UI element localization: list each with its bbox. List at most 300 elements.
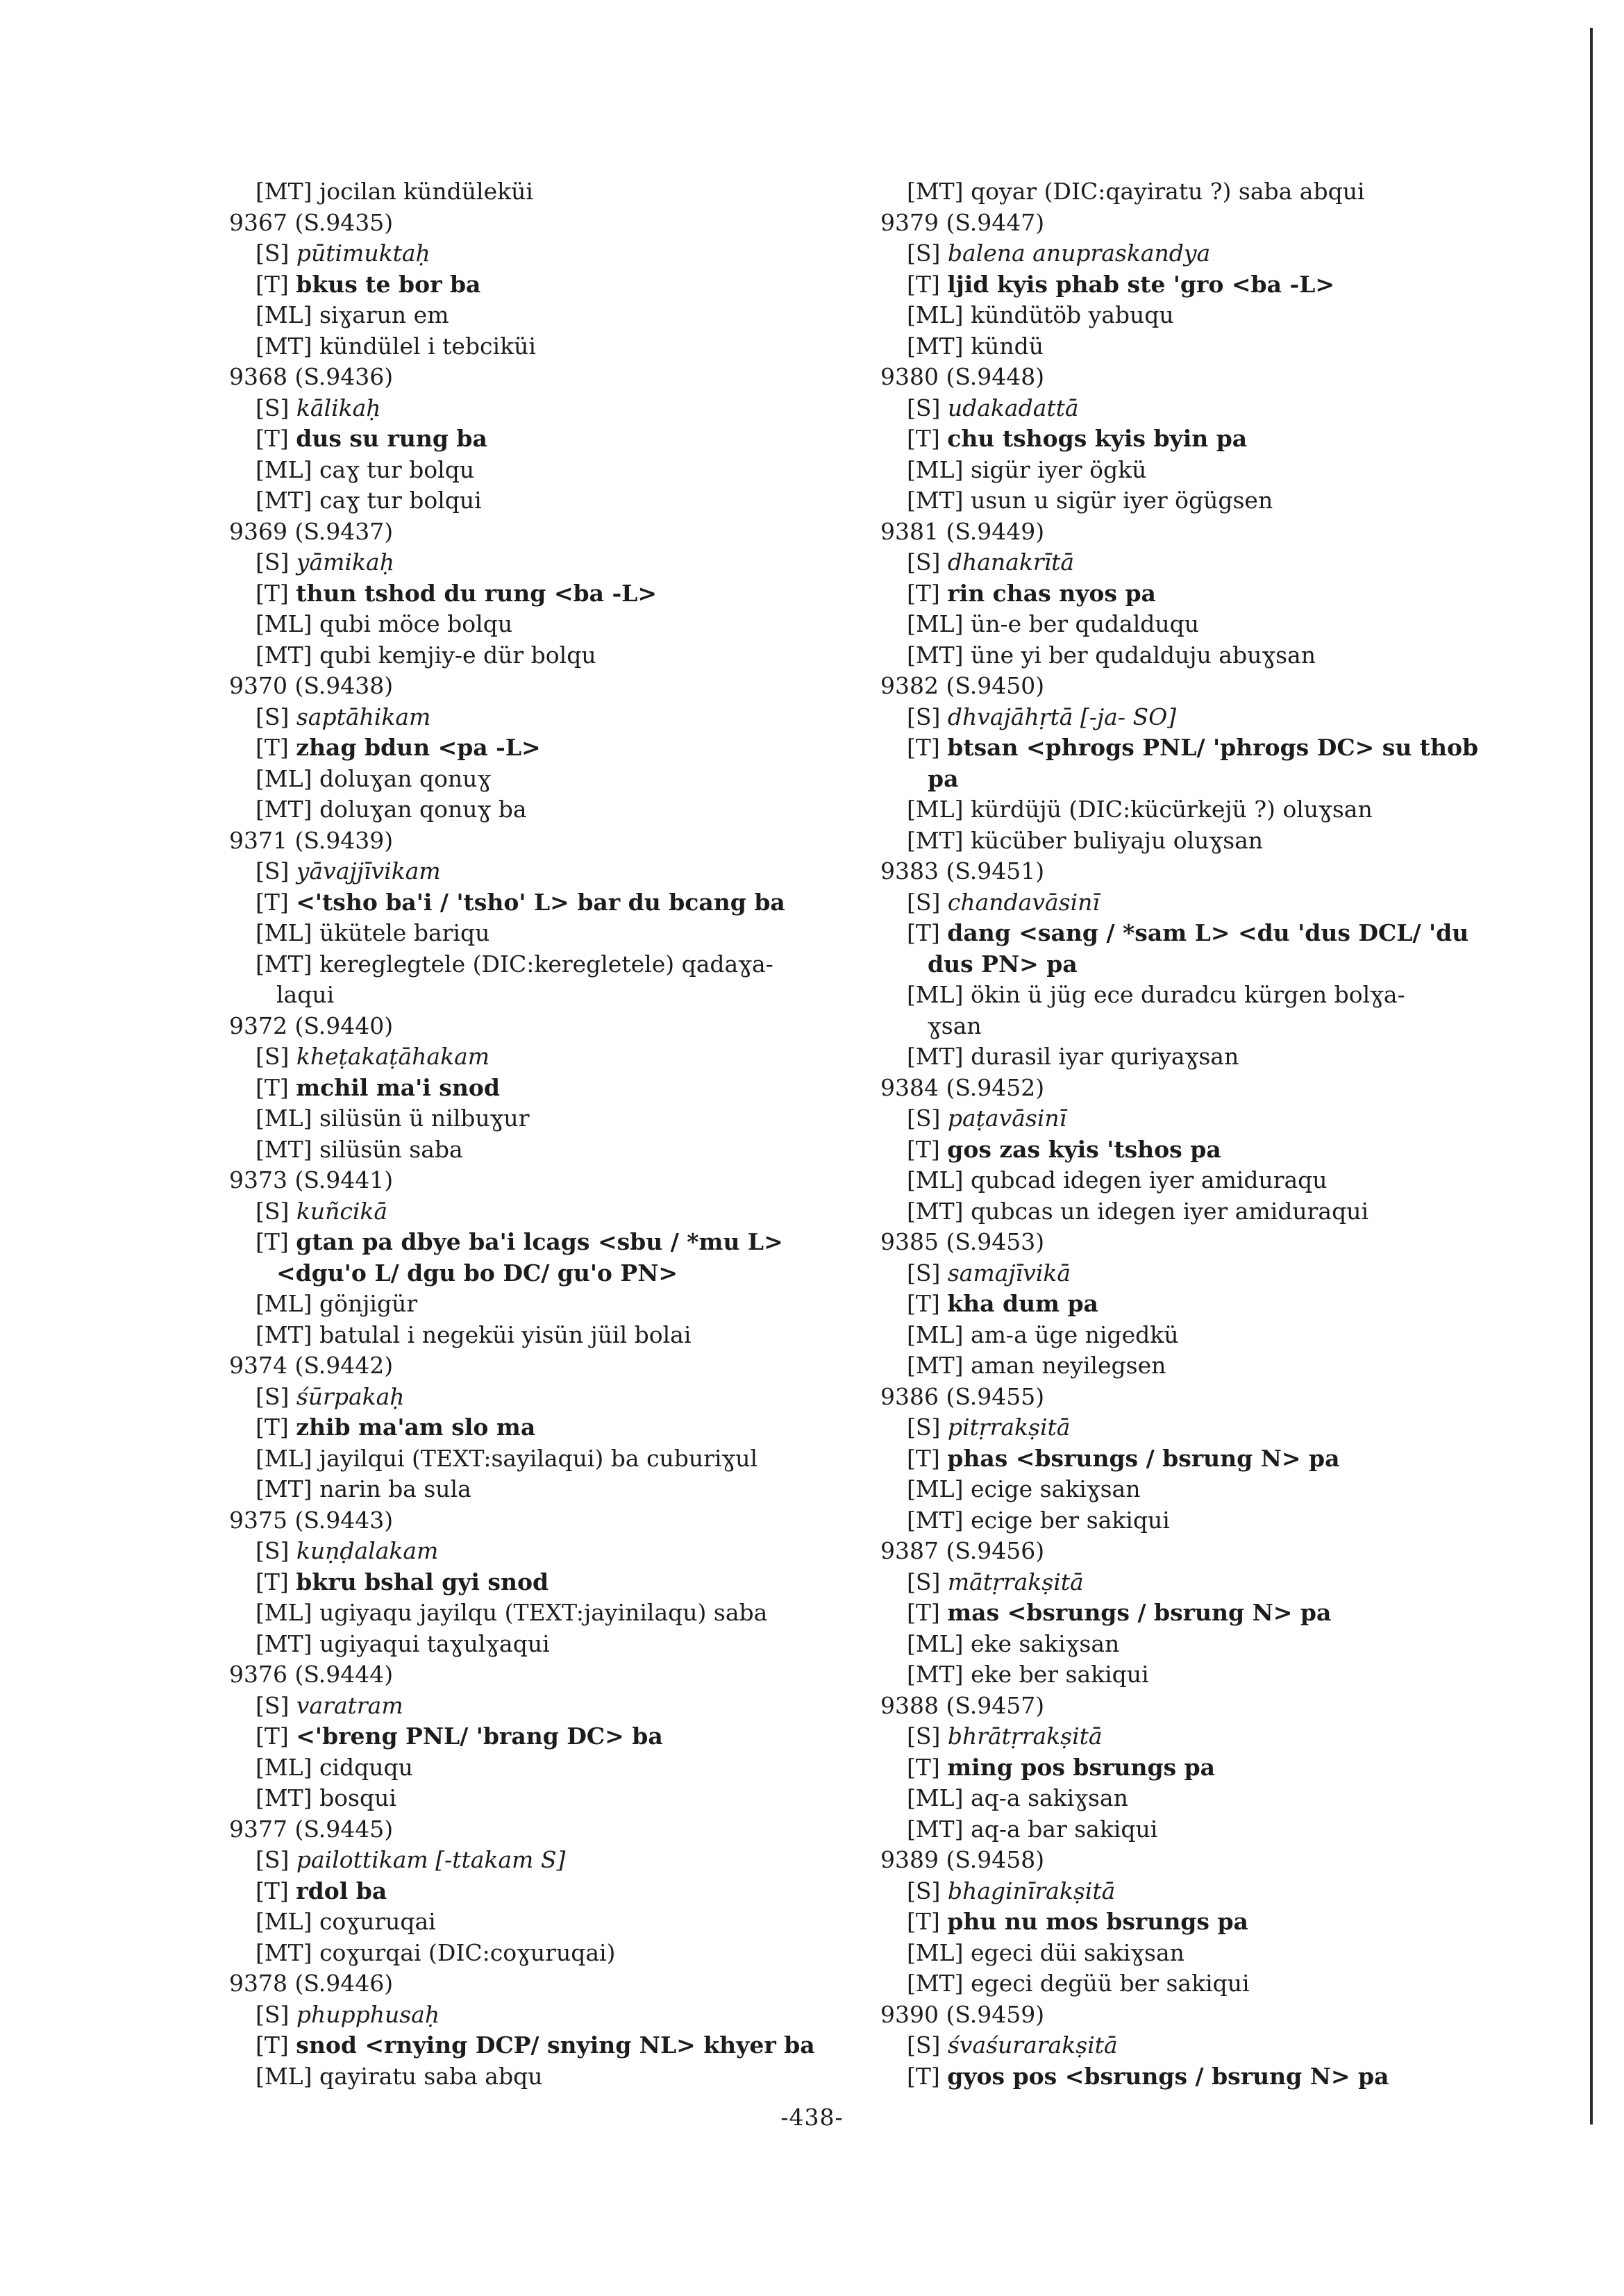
field-text: kündülel i tebciküi: [319, 332, 536, 360]
field-text: laqui: [276, 981, 335, 1008]
field-tag: [ML]: [907, 1321, 964, 1348]
page-edge-rule: [1590, 28, 1593, 2125]
field-tag: [T]: [256, 1568, 289, 1595]
entry-line: [229, 794, 861, 826]
field-tag: [MT]: [256, 178, 312, 205]
entry-number: 9370 (S.9438): [229, 672, 394, 699]
field-tag: [S]: [907, 1105, 941, 1132]
entry-line: [880, 578, 1509, 610]
entry-number: 9371 (S.9439): [229, 826, 394, 854]
entry-line: [229, 2000, 861, 2031]
field-tag: [MT]: [256, 1475, 312, 1502]
field-text: am-a üge nigedkü: [970, 1321, 1179, 1348]
field-text: caɣ tur bolqu: [319, 455, 475, 483]
entry-line: [229, 1721, 861, 1752]
field-text: aq-a bar sakiqui: [971, 1815, 1158, 1843]
entry-line: [880, 238, 1509, 269]
field-text: kündütöb yabuqu: [970, 301, 1174, 328]
field-text: qubcad idegen iyer amiduraqu: [970, 1166, 1328, 1193]
field-tag: [ML]: [907, 1938, 964, 1966]
field-text: yāmikaḥ: [296, 548, 394, 576]
entry-line: [229, 1567, 861, 1598]
field-tag: [MT]: [907, 1043, 964, 1070]
entry-line: [880, 1443, 1509, 1475]
field-text: dus PN> pa: [928, 950, 1078, 978]
entry-number: 9383 (S.9451): [880, 857, 1045, 885]
field-text: qubi kemjiy-e dür bolqu: [319, 641, 596, 669]
field-tag: [T]: [907, 1599, 940, 1626]
entry-number: 9380 (S.9448): [880, 363, 1045, 390]
field-tag: [ML]: [907, 610, 964, 637]
field-text: sigür iyer ögkü: [970, 455, 1147, 483]
field-text: phas <bsrungs / bsrung N> pa: [947, 1444, 1340, 1472]
entry-line: [880, 1752, 1509, 1784]
field-text: kheṭakaṭāhakam: [296, 1043, 490, 1070]
field-text: balena anupraskandya: [947, 240, 1211, 267]
field-tag: [T]: [907, 1135, 940, 1163]
entry-continuation: [880, 764, 1509, 795]
field-tag: [ML]: [256, 2062, 312, 2090]
entry-line: [229, 300, 861, 331]
field-tag: [MT]: [256, 487, 312, 514]
field-tag: [T]: [907, 734, 940, 761]
entry-number: 9376 (S.9444): [229, 1661, 394, 1688]
right-column: [880, 176, 1509, 2092]
entry-line: [880, 2030, 1509, 2061]
entry-number: 9372 (S.9440): [229, 1012, 394, 1039]
field-text: dus su rung ba: [296, 425, 487, 452]
field-tag: [T]: [907, 1753, 940, 1781]
entry-number: 9374 (S.9442): [229, 1352, 394, 1379]
field-text: siɣarun em: [319, 301, 449, 328]
field-text: qubi möce bolqu: [319, 610, 513, 637]
field-text: ün-e ber qudalduqu: [970, 610, 1200, 637]
field-tag: [T]: [256, 425, 289, 452]
entry-line: [880, 1289, 1509, 1320]
field-tag: [S]: [907, 1723, 941, 1750]
entry-line: [229, 547, 861, 578]
entry-number: 9390 (S.9459): [880, 2000, 1045, 2028]
field-text: qoyar (DIC:qayiratu ?) saba abqui: [971, 178, 1365, 205]
entry-line: [229, 485, 861, 517]
field-tag: [ML]: [256, 1105, 312, 1132]
field-text: egeci düi sakiɣsan: [970, 1938, 1184, 1966]
entry-number: 9382 (S.9450): [880, 672, 1045, 699]
field-tag: [MT]: [256, 1784, 312, 1811]
field-text: cidququ: [319, 1753, 413, 1781]
field-text: gyos pos <bsrungs / bsrung N> pa: [947, 2062, 1389, 2090]
entry-line: [229, 1103, 861, 1134]
left-column: [229, 176, 861, 2092]
entry-line: [880, 1258, 1509, 1289]
entry-line: [229, 1876, 861, 1907]
entry-number: 9388 (S.9457): [880, 1691, 1045, 1719]
field-tag: [ML]: [256, 1753, 312, 1781]
field-text: coɣurqai (DIC:coɣuruqai): [319, 1938, 616, 1966]
entry-line: [229, 1073, 861, 1104]
entry-line: [229, 1629, 861, 1660]
entry-line: [229, 1752, 861, 1784]
field-text: durasil iyar quriyaɣsan: [971, 1043, 1239, 1070]
field-tag: [MT]: [907, 178, 964, 205]
field-text: doluɣan qonuɣ: [319, 764, 492, 792]
entry-line: [880, 609, 1509, 640]
entry-number: 9375 (S.9443): [229, 1506, 394, 1534]
entry-line: [880, 1165, 1509, 1196]
entry-line: [229, 1320, 861, 1351]
field-text: yāvajjīvikam: [296, 857, 441, 885]
entry-line: [880, 269, 1509, 301]
entry-line: [229, 1382, 861, 1413]
field-tag: [ML]: [907, 796, 964, 823]
entry-line: [880, 485, 1509, 517]
entry-line: [880, 331, 1509, 362]
field-text: dang <sang / *sam L> <du 'dus DCL/ 'du: [947, 919, 1469, 946]
field-text: ugiyaqu jayilqu (TEXT:jayinilaqu) saba: [319, 1599, 768, 1626]
entry-line: [880, 918, 1509, 949]
entry-line: [229, 176, 861, 208]
field-text: pitṛrakṣitā: [947, 1414, 1071, 1441]
field-tag: [ML]: [256, 1908, 312, 1935]
entry-number: 9386 (S.9455): [880, 1382, 1045, 1410]
entry-number: 9379 (S.9447): [880, 208, 1045, 236]
field-text: udakadattā: [947, 394, 1079, 421]
field-tag: [T]: [256, 1723, 289, 1750]
entry-line: [880, 455, 1509, 486]
entry-line: [229, 424, 861, 455]
field-tag: [S]: [907, 2031, 941, 2059]
field-text: gönjigür: [319, 1290, 418, 1317]
field-tag: [S]: [907, 240, 941, 267]
field-text: coɣuruqai: [319, 1908, 436, 1935]
field-text: <'breng PNL/ 'brang DC> ba: [296, 1723, 663, 1750]
entry-line: [880, 1876, 1509, 1907]
field-text: doluɣan qonuɣ ba: [319, 796, 527, 823]
field-tag: [MT]: [256, 1135, 312, 1163]
field-text: thun tshod du rung <ba -L>: [296, 579, 657, 607]
entry-line: [229, 1783, 861, 1814]
field-text: btsan <phrogs PNL/ 'phrogs DC> su thob: [947, 734, 1479, 761]
field-text: dhvajāhṛtā [-ja- SO]: [947, 703, 1177, 730]
entry-line: [229, 640, 861, 671]
entry-line: [229, 1907, 861, 1938]
entry-line: [880, 2061, 1509, 2093]
field-tag: [T]: [907, 1290, 940, 1317]
field-tag: [ML]: [907, 1166, 964, 1193]
field-tag: [ML]: [256, 1290, 312, 1317]
field-text: zhag bdun <pa -L>: [296, 734, 541, 761]
field-text: bhaginīrakṣitā: [947, 1877, 1116, 1904]
field-text: bosqui: [319, 1784, 396, 1811]
entry-line: [229, 1412, 861, 1443]
entry-line: [880, 176, 1509, 208]
entry-line: [229, 856, 861, 887]
entry-line: [229, 1196, 861, 1227]
field-text: aq-a sakiɣsan: [970, 1784, 1128, 1811]
entry-line: [229, 609, 861, 640]
field-tag: [MT]: [907, 1970, 964, 1997]
field-tag: [S]: [907, 1414, 941, 1441]
field-tag: [MT]: [907, 1352, 964, 1379]
entry-line: [880, 1412, 1509, 1443]
field-text: <dgu'o L/ dgu bo DC/ gu'o PN>: [276, 1259, 678, 1287]
entry-line: [229, 1227, 861, 1258]
field-tag: [ML]: [256, 764, 312, 792]
field-tag: [S]: [256, 2000, 290, 2028]
field-tag: [T]: [256, 1073, 289, 1101]
field-text: kündü: [971, 332, 1044, 360]
field-tag: [S]: [256, 240, 290, 267]
field-text: aman neyilegsen: [971, 1352, 1166, 1379]
field-text: saptāhikam: [296, 703, 431, 730]
field-text: gos zas kyis 'tshos pa: [947, 1135, 1221, 1163]
field-text: eke ber sakiqui: [971, 1661, 1149, 1688]
entry-line: [229, 238, 861, 269]
entry-line: [880, 1814, 1509, 1845]
entry-number: 9368 (S.9436): [229, 363, 394, 390]
field-text: caɣ tur bolqui: [319, 487, 482, 514]
field-tag: [S]: [907, 888, 941, 916]
field-tag: [ML]: [907, 301, 964, 328]
field-tag: [MT]: [907, 1815, 964, 1843]
field-text: ecige sakiɣsan: [970, 1475, 1141, 1502]
field-tag: [T]: [256, 1877, 289, 1904]
entry-line: [229, 1536, 861, 1567]
field-text: ökin ü jüg ece duradcu kürgen bolɣa-: [970, 981, 1405, 1008]
field-text: ljid kyis phab ste 'gro <ba -L>: [947, 270, 1335, 298]
field-tag: [ML]: [256, 301, 312, 328]
entry-line: [229, 949, 861, 980]
entry-continuation: [880, 949, 1509, 980]
field-tag: [T]: [256, 888, 289, 916]
field-text: śvaśurarakṣitā: [947, 2031, 1118, 2059]
field-text: samajīvikā: [947, 1259, 1071, 1287]
field-text: egeci degüü ber sakiqui: [971, 1970, 1250, 1997]
field-tag: [MT]: [907, 487, 964, 514]
field-text: rdol ba: [296, 1877, 387, 1904]
field-text: mātṛrakṣitā: [947, 1568, 1084, 1595]
entry-line: [229, 1041, 861, 1073]
page-number: -438-: [780, 2104, 844, 2131]
entry-line: [880, 702, 1509, 733]
field-text: <'tsho ba'i / 'tsho' L> bar du bcang ba: [296, 888, 785, 916]
entry-line: [880, 1598, 1509, 1629]
entry-line: [229, 1474, 861, 1505]
field-tag: [T]: [256, 734, 289, 761]
entry-line: [880, 424, 1509, 455]
field-tag: [MT]: [907, 332, 964, 360]
field-text: jayilqui (TEXT:sayilaqui) ba cuburiɣul: [319, 1444, 758, 1472]
field-tag: [T]: [907, 1908, 940, 1935]
field-text: dhanakrītā: [947, 548, 1075, 576]
field-text: chu tshogs kyis byin pa: [947, 425, 1248, 452]
field-text: pūtimuktaḥ: [296, 240, 430, 267]
field-tag: [MT]: [256, 332, 312, 360]
field-text: gtan pa dbye ba'i lcags <sbu / *mu L>: [296, 1228, 783, 1255]
field-text: pailottikam [-ttakam S]: [296, 1846, 566, 1873]
field-text: ugiyaqui taɣulɣaqui: [319, 1629, 550, 1657]
entry-continuation: [880, 1011, 1509, 1042]
field-tag: [ML]: [256, 610, 312, 637]
field-tag: [S]: [256, 1691, 290, 1719]
entry-line: [229, 2061, 861, 2093]
field-text: silüsün saba: [319, 1135, 463, 1163]
field-tag: [MT]: [907, 1661, 964, 1688]
entry-line: [880, 547, 1509, 578]
field-tag: [S]: [907, 548, 941, 576]
entry-line: [880, 1196, 1509, 1227]
field-tag: [ML]: [907, 1784, 964, 1811]
entry-line: [229, 1443, 861, 1475]
field-text: bkru bshal gyi snod: [296, 1568, 549, 1595]
field-text: narin ba sula: [319, 1475, 471, 1502]
entry-line: [229, 1691, 861, 1722]
field-tag: [S]: [907, 1877, 941, 1904]
field-tag: [T]: [256, 2031, 289, 2059]
entry-number: 9367 (S.9435): [229, 208, 394, 236]
field-tag: [S]: [907, 394, 941, 421]
field-text: zhib ma'am slo ma: [296, 1414, 536, 1441]
entry-line: [880, 1505, 1509, 1536]
field-text: usun u sigür iyer ögügsen: [971, 487, 1273, 514]
field-tag: [ML]: [907, 981, 964, 1008]
field-tag: [T]: [256, 1228, 289, 1255]
entry-line: [229, 2030, 861, 2061]
field-tag: [S]: [907, 1568, 941, 1595]
entry-line: [880, 887, 1509, 919]
field-text: qayiratu saba abqu: [319, 2062, 543, 2090]
field-text: ecige ber sakiqui: [971, 1506, 1170, 1534]
field-tag: [S]: [256, 1382, 290, 1410]
field-tag: [S]: [907, 703, 941, 730]
field-tag: [MT]: [256, 796, 312, 823]
entry-line: [880, 1320, 1509, 1351]
entry-line: [880, 1474, 1509, 1505]
field-tag: [MT]: [907, 1506, 964, 1534]
entry-line: [880, 1721, 1509, 1752]
field-tag: [S]: [256, 548, 290, 576]
field-tag: [MT]: [256, 1629, 312, 1657]
field-tag: [ML]: [256, 455, 312, 483]
entry-number: 9389 (S.9458): [880, 1846, 1045, 1873]
entry-number: 9381 (S.9449): [880, 517, 1045, 545]
entry-line: [880, 1041, 1509, 1073]
field-tag: [S]: [256, 1537, 290, 1564]
entry-line: [880, 732, 1509, 764]
entry-line: [229, 331, 861, 362]
entry-line: [229, 702, 861, 733]
field-tag: [S]: [256, 394, 290, 421]
field-text: kuñcikā: [296, 1197, 388, 1225]
field-text: ming pos bsrungs pa: [947, 1753, 1216, 1781]
field-tag: [T]: [256, 270, 289, 298]
field-tag: [T]: [907, 270, 940, 298]
entry-number: 9369 (S.9437): [229, 517, 394, 545]
field-text: silüsün ü nilbuɣur: [319, 1105, 530, 1132]
field-tag: [ML]: [256, 1444, 312, 1472]
entry-line: [880, 393, 1509, 424]
field-tag: [ML]: [256, 919, 312, 946]
entry-line: [229, 393, 861, 424]
entry-line: [229, 1134, 861, 1166]
field-text: mas <bsrungs / bsrung N> pa: [947, 1599, 1332, 1626]
entry-line: [229, 269, 861, 301]
entry-line: [880, 826, 1509, 857]
field-text: kālikaḥ: [296, 394, 381, 421]
entry-number: 9378 (S.9446): [229, 1970, 394, 1997]
field-text: chandavāsinī: [947, 888, 1100, 916]
field-text: kürdüjü (DIC:kücürkejü ?) oluɣsan: [970, 796, 1373, 823]
entry-line: [880, 1783, 1509, 1814]
entry-continuation: [229, 980, 861, 1011]
entry-continuation: [229, 1258, 861, 1289]
field-text: mchil ma'i snod: [296, 1073, 500, 1101]
entry-line: [880, 1567, 1509, 1598]
entry-line: [229, 578, 861, 610]
entry-line: [880, 980, 1509, 1011]
field-tag: [MT]: [256, 641, 312, 669]
entry-line: [880, 1907, 1509, 1938]
field-tag: [MT]: [256, 1938, 312, 1966]
field-text: paṭavāsinī: [947, 1105, 1067, 1132]
field-tag: [MT]: [256, 1321, 312, 1348]
field-text: kücüber buliyaju oluɣsan: [971, 826, 1264, 854]
field-text: phu nu mos bsrungs pa: [947, 1908, 1248, 1935]
entry-number: 9377 (S.9445): [229, 1815, 394, 1843]
field-text: ükütele bariqu: [319, 919, 490, 946]
entry-line: [229, 918, 861, 949]
entry-line: [880, 640, 1509, 671]
field-tag: [T]: [907, 2062, 940, 2090]
entry-number: 9387 (S.9456): [880, 1537, 1045, 1564]
entry-line: [880, 1968, 1509, 2000]
field-text: rin chas nyos pa: [947, 579, 1156, 607]
field-text: qubcas un idegen iyer amiduraqui: [971, 1197, 1369, 1225]
field-tag: [ML]: [256, 1599, 312, 1626]
field-text: śūrpakaḥ: [296, 1382, 405, 1410]
field-text: pa: [928, 764, 959, 792]
entry-line: [880, 1659, 1509, 1691]
entry-line: [229, 1598, 861, 1629]
field-tag: [MT]: [907, 1197, 964, 1225]
entry-line: [880, 300, 1509, 331]
entry-number: 9385 (S.9453): [880, 1228, 1045, 1255]
entry-number: 9373 (S.9441): [229, 1166, 394, 1193]
field-tag: [T]: [907, 1444, 940, 1472]
field-tag: [T]: [907, 425, 940, 452]
entry-line: [229, 764, 861, 795]
entry-line: [229, 1938, 861, 1969]
entry-line: [229, 455, 861, 486]
entry-line: [229, 1845, 861, 1876]
field-text: bhrātṛrakṣitā: [947, 1723, 1103, 1750]
field-tag: [T]: [256, 1414, 289, 1441]
field-text: snod <rnying DCP/ snying NL> khyer ba: [296, 2031, 815, 2059]
entry-line: [880, 1938, 1509, 1969]
field-tag: [T]: [907, 579, 940, 607]
field-text: üne yi ber qudalduju abuɣsan: [971, 641, 1316, 669]
field-tag: [S]: [256, 1846, 290, 1873]
field-tag: [ML]: [907, 455, 964, 483]
field-text: varatram: [296, 1691, 403, 1719]
field-tag: [ML]: [907, 1475, 964, 1502]
field-text: kereglegtele (DIC:keregletele) qadaɣa-: [319, 950, 773, 978]
field-text: ɣsan: [928, 1012, 982, 1039]
entry-line: [880, 1350, 1509, 1382]
field-tag: [ML]: [907, 1629, 964, 1657]
entry-line: [229, 732, 861, 764]
entry-line: [880, 1103, 1509, 1134]
